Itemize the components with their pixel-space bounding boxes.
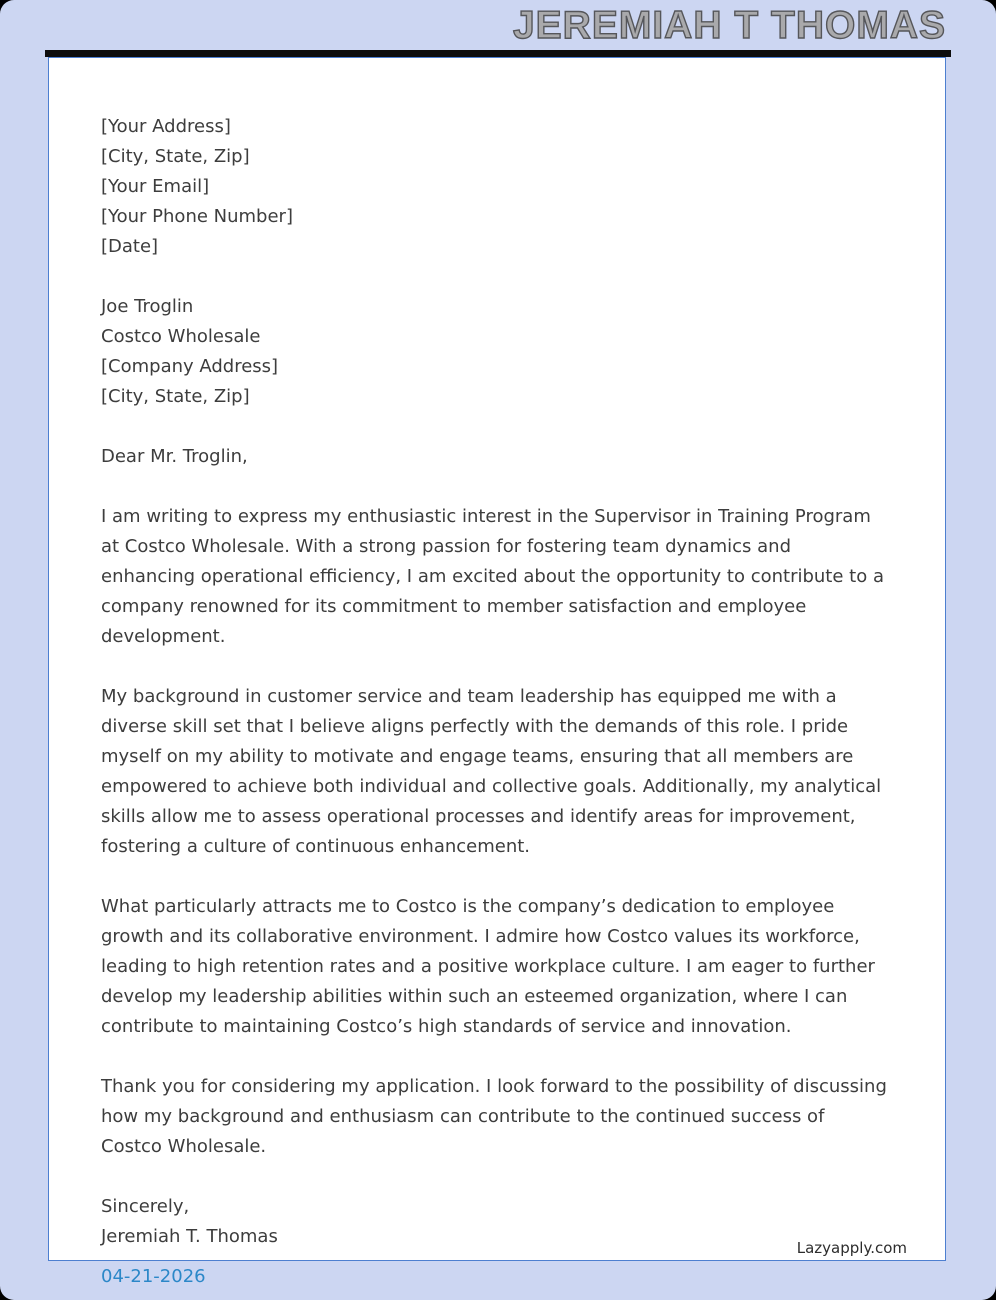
recipient-company: Costco Wholesale (101, 326, 261, 347)
recipient-block (101, 292, 887, 412)
closing-line: Sincerely, (101, 1196, 190, 1217)
sender-date-line: [Date] (101, 236, 159, 257)
header-name: JEREMIAH T THOMAS (512, 4, 946, 47)
watermark-link[interactable]: Lazyapply.com (796, 1239, 907, 1257)
paragraph-intro: I am writing to express my enthusiastic interest in the Supervisor in Training Program at Costco Wholesale. With a strong passion for fostering team dynamics and enhancing operational efficiency, I am excited about the opportunity to contribute to a company renowned for its commitment to member satisfaction and employee development. (101, 506, 884, 647)
paragraph-background: My background in customer service and team leadership has equipped me with a diverse skill set that I believe aligns perfectly with the demands of this role. I pride myself on my ability to motivate and engage teams, ensuring that all members are empowered to achieve both individual and collective goals. Additionally, my analytical skills allow me to assess operational processes and identify areas for improvement, fostering a culture of continuous enhancement. (101, 686, 882, 857)
recipient-address-line: [Company Address] (101, 356, 279, 377)
sender-block (101, 112, 887, 262)
header-divider-bar (45, 50, 951, 57)
sender-address-line: [Your Address] (101, 116, 231, 137)
salutation: Dear Mr. Troglin, (101, 446, 248, 467)
signature-name: Jeremiah T. Thomas (101, 1226, 278, 1247)
paragraph-motivation: What particularly attracts me to Costco is the company’s dedication to employee growth and its collaborative environment. I admire how Costco values its workforce, leading to high retention rates and a positive workplace culture. I am eager to further develop my leadership abilities within such an esteemed organization, where I can contribute to maintaining Costco’s high standards of service and innovation. (101, 896, 875, 1037)
sender-phone-line: [Your Phone Number] (101, 206, 293, 227)
paragraph-thanks: Thank you for considering my application. I look forward to the possibility of discussing how my background and enthusiasm can contribute to the continued success of Costco Wholesale. (101, 1076, 887, 1157)
sender-email-line: [Your Email] (101, 176, 210, 197)
letter-page (48, 57, 946, 1287)
date-link[interactable]: 04-21-2026 (101, 1266, 206, 1287)
recipient-name: Joe Troglin (101, 296, 194, 317)
letter-body (49, 58, 945, 1292)
closing-block (101, 1192, 887, 1252)
sender-city-line: [City, State, Zip] (101, 146, 250, 167)
recipient-city-line: [City, State, Zip] (101, 386, 250, 407)
